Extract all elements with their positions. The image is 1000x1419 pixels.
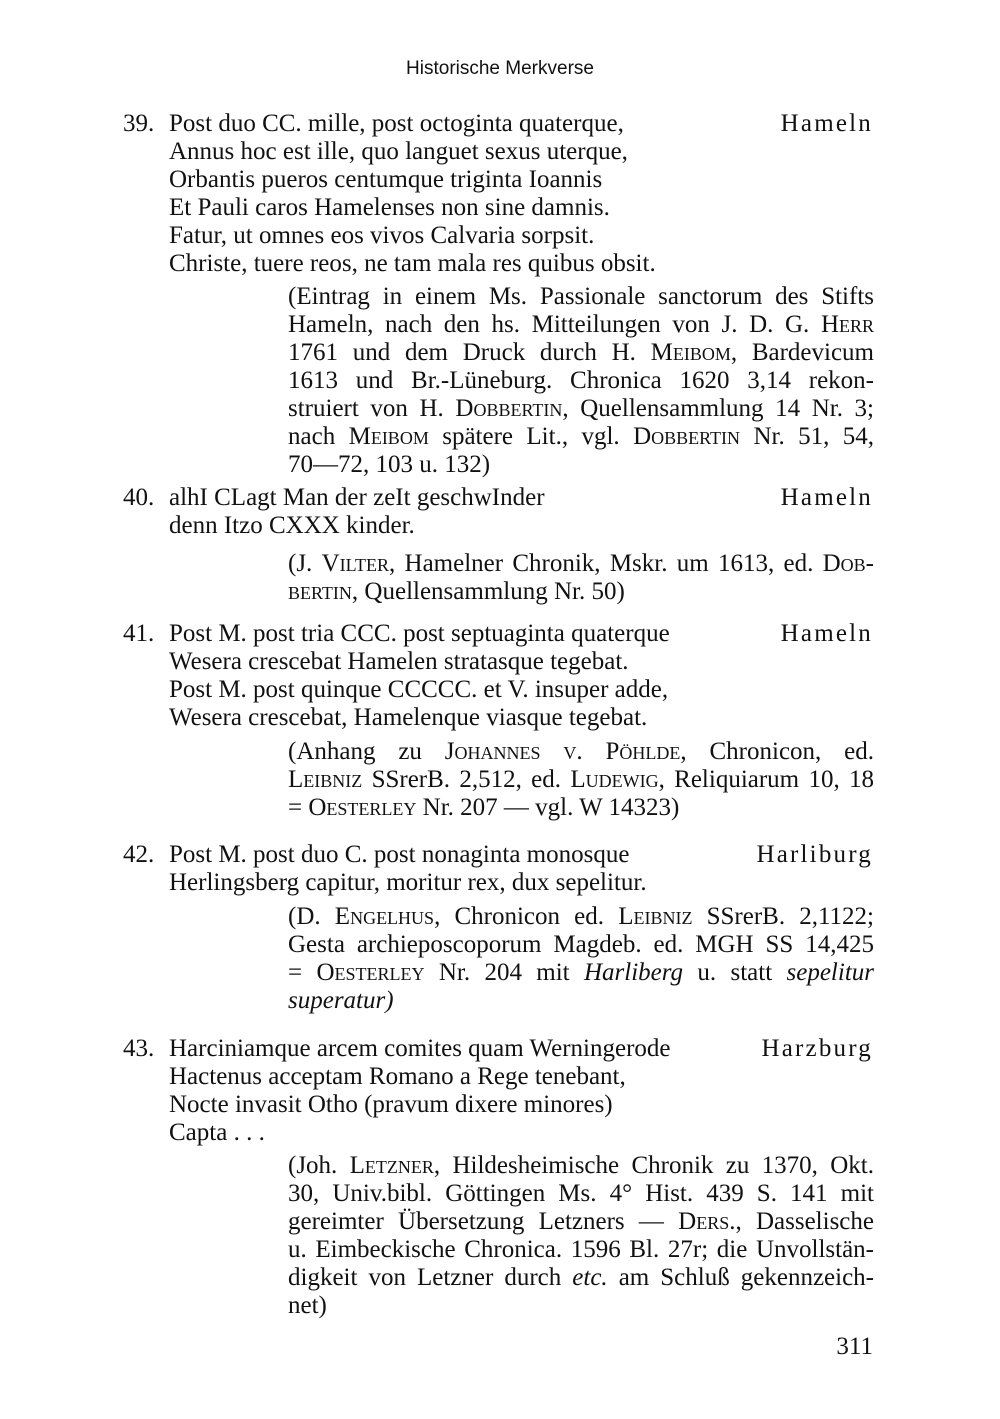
note-text: (J. [288,550,322,577]
note-text: , Chronicon, ed. [680,738,874,765]
verse-line: Post M. post duo C. post nonaginta monosque [169,841,630,868]
verse-block [169,110,656,278]
entry-number: 39. [123,110,155,137]
author-name: Dobbertin [633,423,741,450]
verse-line: Wesera crescebat Hamelen stratasque tegebat. [169,648,629,675]
note-line [288,794,874,822]
note-line [288,1208,874,1236]
verse-line: Christe, tuere reos, ne tam mala res quibus obsit. [169,250,656,277]
author-name: Johannes v. Pöhlde [444,738,681,765]
author-name: Leibniz [288,766,363,793]
note-text: digkeit von Letzner durch [288,1264,573,1291]
author-name: bertin [288,578,352,605]
note-text: 70—72, 103 u. 132) [288,451,491,478]
note-line [288,367,874,395]
note-text: , Quellensammlung 14 Nr. 3; [562,395,875,422]
entry-place: Hameln [780,620,873,647]
source-note [288,550,874,606]
verse-line: Annus hoc est ille, quo languet sexus uterque, [169,138,628,165]
note-text: = [288,959,317,986]
note-line [288,451,874,479]
source-note [288,903,874,1015]
verse-line: Hactenus acceptam Romano a Rege tenebant, [169,1063,626,1090]
source-note [288,738,874,822]
author-name: Meibom [348,423,429,450]
note-text: 1761 und dem Druck durch H. [288,339,651,366]
entry-place: Harzburg [761,1035,873,1062]
verse-line: Post M. post quinque CCCCC. et V. insuper adde, [169,676,669,703]
note-text: , Bardevicum [730,339,874,366]
note-text: , Dasselische [735,1208,874,1235]
author-name: Letzner [349,1152,434,1179]
verse-block [169,841,647,897]
author-name: Ludewig [570,766,659,793]
verse-block [169,484,545,540]
entry-place: Hameln [780,110,873,137]
author-name: Dob- [822,550,875,577]
note-line [288,931,874,959]
note-text: struiert von H. [288,395,456,422]
author-name: Vilter [321,550,389,577]
note-line [288,1152,874,1180]
verse-line: Orbantis pueros centumque triginta Ioannis [169,166,603,193]
entry-number: 41. [123,620,155,647]
note-text: nach [288,423,349,450]
author-name: Oesterley [316,959,425,986]
entry-number: 42. [123,841,155,868]
note-line [288,423,874,451]
note-text: u. statt [683,959,787,986]
verse-line: alhI CLagt Man der zeIt geschwInder [169,484,545,511]
verse-line: Capta . . . [169,1119,265,1146]
note-line [288,578,874,606]
source-note [288,283,874,479]
author-name: Ders. [678,1208,736,1235]
note-line [288,395,874,423]
note-text: Gesta archieposcoporum Magdeb. ed. MGH SS 14,425 [288,931,874,958]
note-text: SSrerB. 2,1122; [692,903,875,930]
note-line [288,987,874,1015]
note-line [288,283,874,311]
note-line [288,1264,874,1292]
author-name: Meibom [650,339,731,366]
page-number: 311 [836,1333,873,1360]
verse-block [169,1035,671,1147]
italic-term: sepelitur [786,959,874,986]
note-text: = [288,794,309,821]
italic-term: superatur) [288,987,394,1014]
verse-line: Herlingsberg capitur, moritur rex, dux sepelitur. [169,869,647,896]
author-name: Leibniz [618,903,693,930]
note-text: (Eintrag in einem Ms. Passionale sanctorum des Stifts [288,283,874,310]
verse-line: Harciniamque arcem comites quam Werningerode [169,1035,671,1062]
note-line [288,339,874,367]
note-line [288,903,874,931]
author-name: Oesterley [308,794,417,821]
author-name: Engelhus [334,903,435,930]
verse-line: denn Itzo CXXX kinder. [169,512,415,539]
entry-place: Harliburg [756,841,873,868]
note-text: Nr. 204 mit [424,959,584,986]
note-text: 30, Univ.bibl. Göttingen Ms. 4° Hist. 439 S. 141 mit [288,1180,874,1207]
note-text: u. Eimbeckische Chronica. 1596 Bl. 27r; die Unvollstän- [288,1236,874,1263]
verse-line: Wesera crescebat, Hamelenque viasque tegebat. [169,704,648,731]
note-line [288,311,874,339]
italic-term: etc. [572,1264,608,1291]
note-text: Nr. 207 — vgl. W 14323) [416,794,680,821]
note-line [288,1236,874,1264]
entry-number: 40. [123,484,155,511]
verse-line: Post M. post tria CCC. post septuaginta quaterque [169,620,670,647]
note-text: , Quellensammlung Nr. 50) [351,578,625,605]
note-text: , Reliquiarum 10, 18 [658,766,875,793]
entry-place: Hameln [780,484,873,511]
author-name: Dobbertin [455,395,563,422]
verse-line: Nocte invasit Otho (pravum dixere minores) [169,1091,613,1118]
verse-block [169,620,670,732]
verse-line: Fatur, ut omnes eos vivos Calvaria sorpsit. [169,222,595,249]
note-text: Hameln, nach den hs. Mitteilungen von J. D. G. [288,311,821,338]
note-text: , Hildesheimische Chronik zu 1370, Okt. [433,1152,874,1179]
note-line [288,550,874,578]
note-text: net) [288,1292,327,1319]
note-text: Nr. 51, 54, [740,423,874,450]
note-line [288,766,874,794]
note-line [288,1180,874,1208]
entry-number: 43. [123,1035,155,1062]
italic-term: Harliberg [583,959,684,986]
note-text: spätere Lit., vgl. [428,423,634,450]
note-text: gereimter Übersetzung Letzners — [288,1208,679,1235]
running-header: Historische Merkverse [406,58,594,79]
source-note [288,1152,874,1320]
note-line [288,959,874,987]
note-text: , Chronicon ed. [434,903,619,930]
verse-line: Post duo CC. mille, post octoginta quaterque, [169,110,624,137]
note-line [288,738,874,766]
note-text: 1613 und Br.-Lüneburg. Chronica 1620 3,14 rekon- [288,367,874,394]
note-text: (Anhang zu [288,738,445,765]
note-text: am Schluß gekennzeich- [607,1264,875,1291]
note-text: (Joh. [288,1152,350,1179]
verse-line: Et Pauli caros Hamelenses non sine damnis. [169,194,610,221]
note-line [288,1292,874,1320]
author-name: Herr [820,311,874,338]
note-text: , Hamelner Chronik, Mskr. um 1613, ed. [388,550,823,577]
note-text: (D. [288,903,335,930]
note-text: SSrerB. 2,512, ed. [362,766,571,793]
